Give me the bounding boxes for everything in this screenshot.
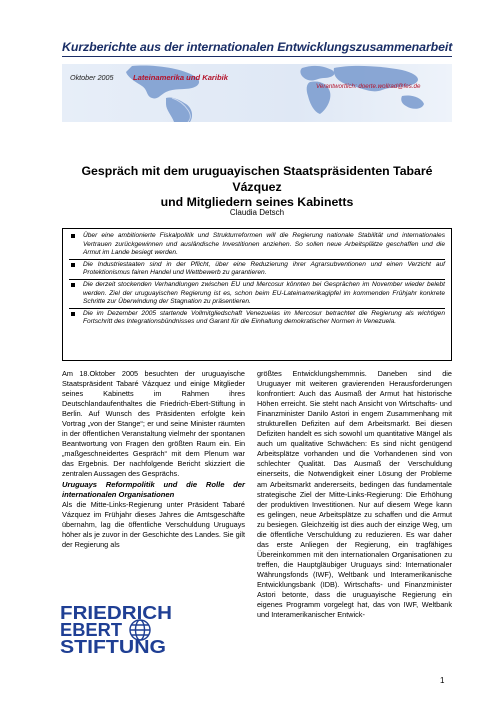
article-title <box>62 164 452 211</box>
page-number: 1 <box>440 676 445 685</box>
summary-item: Die Industriestaaten sind in der Pflicht, über eine Reduzierung ihrer Agrarsubventionen und einen Verzicht auf Protektionismus fairen Handel und Wettbewerb zu garantieren. <box>69 261 445 278</box>
report-date: Oktober 2005 <box>70 73 114 82</box>
summary-divider <box>69 308 445 309</box>
logo-line-1: FRIEDRICH <box>60 603 172 623</box>
body-paragraph: Als die Mitte-Links-Regierung unter Präsident Tabaré Vázquez im Frühjahr dieses Jahres die Amtsgeschäfte übernahm, lag die öffentliche Verschuldung Uruguays höher als je zuvor in der Geschichte des Landes. Sie gilt der Regierung als <box>62 499 245 549</box>
summary-item: Über eine ambitionierte Fiskalpolitik und Strukturreformen will die Regierung nationale Stabilität und internationales Vertrauen zurückgewinnen und ausländische Investitionen anziehen. So sollen neue Arbeitsplätze geschaffen und die Armut im Lande besiegt werden. <box>69 232 445 258</box>
summary-item: Die im Dezember 2005 startende Vollmitgliedschaft Venezuelas im Mercosur betrachtet die Regierung als wichtigen Fortschritt des Integrationsbündnisses und Garant für die Einhaltung demokratischer Normen in Venezuela. <box>69 310 445 327</box>
body-column-right <box>257 369 452 620</box>
fes-logo <box>60 603 180 663</box>
article-title-line-2: und Mitgliedern seines Kabinetts <box>160 195 354 209</box>
summary-box <box>62 228 452 361</box>
logo-line-2: EBERT <box>60 620 122 640</box>
body-paragraph: Am 18.Oktober 2005 besuchten der uruguayische Staatspräsident Tabaré Vázquez und einige Mitglieder seines Kabinetts im Rahmen ihres Deutschlandaufenthaltes die Friedrich-Ebert-Stiftung in Berlin. Auf Wunsch des Präsidenten erfolgte kein Vortrag „von der Stange“; er und seine Minister räumten in der öffentlichen Veranstaltung vielmehr der spontanen Beantwortung von Fragen den größten Raum ein. Ein „maßgeschneidertes Gespräch“ mit dem Plenum war das Ergebnis. Der nachfolgende Bericht skizziert die zentralen Aussagen des Gesprächs. <box>62 369 245 479</box>
region-label: Lateinamerika und Karibik <box>133 73 228 82</box>
logo-line-3: STIFTUNG <box>60 637 166 657</box>
body-column-left <box>62 369 245 550</box>
bullet-square-icon <box>71 263 75 267</box>
bullet-square-icon <box>71 312 75 316</box>
article-author: Claudia Detsch <box>229 208 285 217</box>
responsible-contact: Verantwortlich: doerte.wollrad@fes.de <box>316 83 421 90</box>
section-heading: Uruguays Reformpolitik und die Rolle der internationalen Organisationen <box>62 479 245 499</box>
bullet-square-icon <box>71 283 75 287</box>
summary-item: Die derzeit stockenden Verhandlungen zwischen EU und Mercosur könnten bei Gesprächen im November wieder belebt werden. Ziel der uruguayischen Regierung ist es, schon beim EU-Lateinamerikagipfel im kommenden Frühjahr konkrete Schritte zur Überwindung der Stagnation zu präsentieren. <box>69 281 445 307</box>
world-map-graphic <box>62 64 452 122</box>
summary-list <box>69 232 445 327</box>
fes-logo-graphic <box>60 603 180 658</box>
header-banner-map <box>62 64 452 122</box>
summary-divider <box>69 259 445 260</box>
series-title: Kurzberichte aus der internationalen Entwicklungszusammenarbeit <box>62 40 453 54</box>
body-paragraph: größtes Entwicklungshemmnis. Daneben sind die Uruguayer mit weiteren gravierenden Herausforderungen konfrontiert: Auch das Ausmaß der Armut hat historische Höhen erreicht. Sie steht nach Ansicht von Wirtschafts- und Finanzminister Danilo Astori in engem Zusammenhang mit strukturellen Defiziten auf dem Arbeitsmarkt. Bei diesen Defiziten handelt es sich sowohl um quantitative Mängel als auch um qualitative Schwächen: Es sind nicht genügend Arbeitsplätze vorhanden und die Vorhandenen sind von schlechter Qualität. Das Ausmaß der Verschuldung einerseits, die Notwendigkeit einer Lösung der Probleme am Arbeitsmarkt andererseits, bedingen das fundamentale strategische Ziel der Mitte-Links-Regierung: Die Erhöhung der produktiven Investitionen. Nur auf diesem Wege kann es gelingen, neue Arbeitsplätze zu schaffen und die Armut zu besiegen. Gleichzeitig ist dies auch der einzige Weg, um die öffentliche Verschuldung zu reduzieren. Es war daher das erste Anliegen der Regierung, ein tragfähiges Übereinkommen mit den internationalen Organisationen zu treffen, die Hauptgläubiger Uruguays sind: Internationaler Währungsfonds (IWF), Weltbank und Interamerikanische Entwicklungsbank (IDB). Wirtschafts- und Finanzminister Astori betonte, dass die uruguayische Regierung ein eigenes Programm vorgelegt hat, das von IWF, Weltbank und Interamerikanischer Entwick- <box>257 369 452 620</box>
header-rule <box>62 56 452 57</box>
article-title-line-1: Gespräch mit dem uruguayischen Staatspräsidenten Tabaré Vázquez <box>81 164 433 194</box>
bullet-square-icon <box>71 234 75 238</box>
summary-divider <box>69 279 445 280</box>
